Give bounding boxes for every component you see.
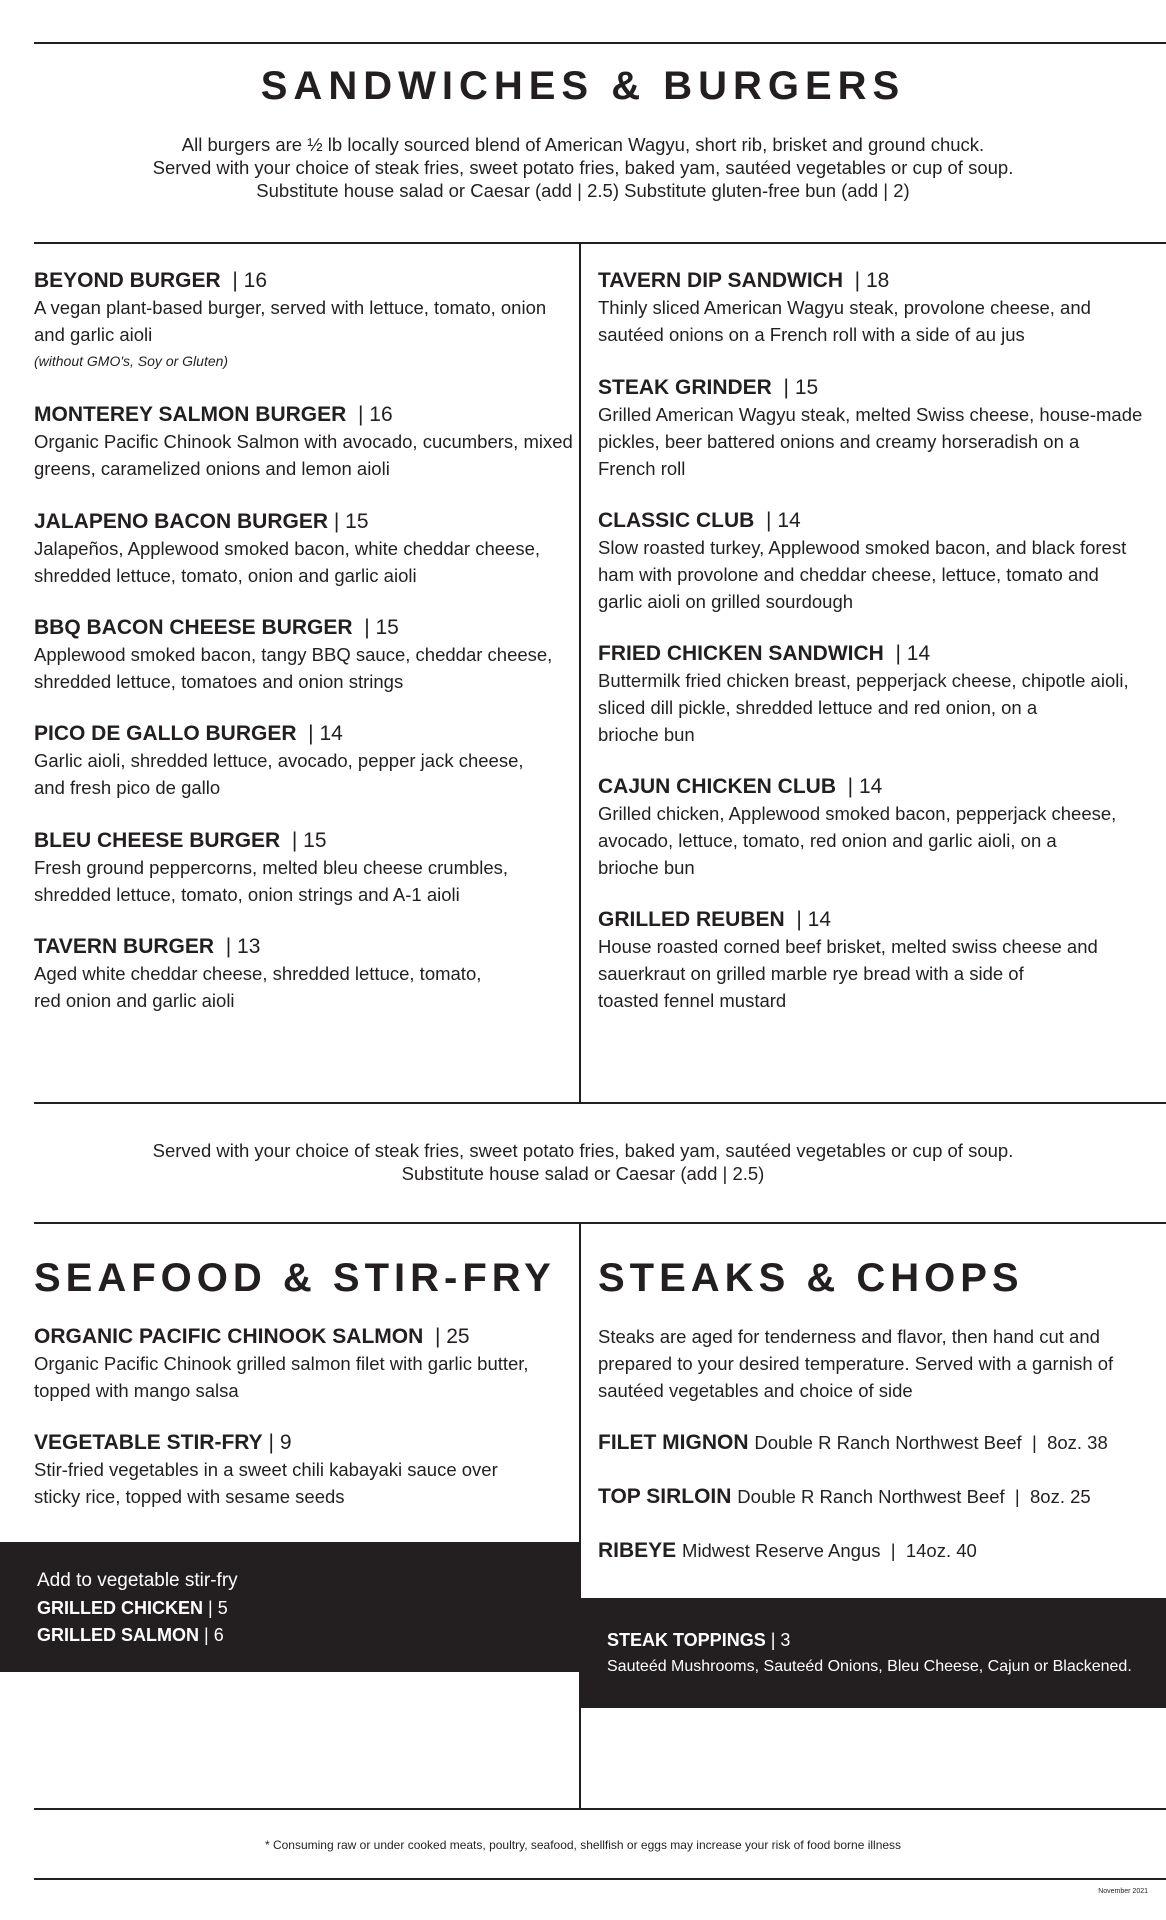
item-desc: greens, caramelized onions and lemon aioli	[34, 458, 390, 479]
item-desc: avocado, lettuce, tomato, red onion and garlic aioli, on a	[598, 830, 1057, 851]
steaks-title: STEAKS & CHOPS	[598, 1256, 1024, 1300]
sandwiches-intro	[0, 133, 1166, 202]
menu-item-top-sirloin: TOP SIRLOIN Double R Ranch Northwest Beef | 8oz. 25	[598, 1485, 1091, 1508]
menu-item-jalapeno-bacon-burger: JALAPENO BACON BURGER | 15 Jalapeños, Applewood smoked bacon, white cheddar cheese, shredded lettuce, tomato, onion and garlic aioli	[34, 508, 540, 589]
item-price: 14	[319, 722, 343, 745]
item-price: 15	[303, 829, 327, 852]
menu-item-classic-club: CLASSIC CLUB | 14 Slow roasted turkey, Applewood smoked bacon, and black forest ham with provolone and cheddar cheese, lettuce, tomato and garlic aioli on grilled sourdough	[598, 507, 1126, 615]
item-desc: Fresh ground peppercorns, melted bleu cheese crumbles,	[34, 857, 509, 878]
item-desc: sauerkraut on grilled marble rye bread with a side of	[598, 963, 1024, 984]
item-desc: brioche bun	[598, 724, 695, 745]
addon-grilled-salmon: GRILLED SALMON | 6	[37, 1625, 224, 1645]
addon-grilled-chicken: GRILLED CHICKEN | 5	[37, 1598, 228, 1618]
sandwich-column-divider	[579, 242, 581, 1102]
served-with-note	[0, 1139, 1166, 1185]
item-price: 18	[865, 269, 890, 292]
menu-item-filet-mignon: FILET MIGNON Double R Ranch Northwest Beef | 8oz. 38	[598, 1431, 1108, 1454]
footer-rule	[34, 1878, 1166, 1880]
item-desc: shredded lettuce, tomatoes and onion strings	[34, 671, 404, 692]
item-name: BBQ BACON CHEESE BURGER	[34, 616, 353, 639]
item-name: BLEU CHEESE BURGER	[34, 829, 281, 852]
menu-item-ribeye: RIBEYE Midwest Reserve Angus | 14oz. 40	[598, 1539, 977, 1562]
item-desc: Midwest Reserve Angus	[682, 1540, 881, 1561]
item-name: TAVERN DIP SANDWICH	[598, 269, 844, 292]
addon-price: 6	[213, 1625, 224, 1645]
item-desc: toasted fennel mustard	[598, 990, 787, 1011]
addon-price: 5	[217, 1598, 228, 1618]
menu-item-pico-de-gallo-burger: PICO DE GALLO BURGER | 14 Garlic aioli, shredded lettuce, avocado, pepper jack cheese, and fresh pico de gallo	[34, 720, 524, 801]
item-desc: shredded lettuce, tomato, onion and garlic aioli	[34, 565, 417, 586]
item-desc: and garlic aioli	[34, 324, 153, 345]
item-desc: Applewood smoked bacon, tangy BBQ sauce, cheddar cheese,	[34, 644, 553, 665]
item-desc: Aged white cheddar cheese, shredded lettuce, tomato,	[34, 963, 482, 984]
menu-item-cajun-chicken-club: CAJUN CHICKEN CLUB | 14 Grilled chicken, Applewood smoked bacon, pepperjack cheese, avocado, lettuce, tomato, red onion and garlic aioli, on a brioche bun	[598, 773, 1116, 881]
intro-line: Substitute house salad or Caesar (add | 2.5) Substitute gluten-free bun (add | 2)	[256, 180, 910, 201]
served-line: Substitute house salad or Caesar (add | 2.5)	[401, 1163, 765, 1184]
item-note: (without GMO's, Soy or Gluten)	[34, 353, 229, 369]
item-name: RIBEYE	[598, 1539, 677, 1562]
toppings-price: 3	[780, 1630, 791, 1650]
sandwiches-title: SANDWICHES & BURGERS	[260, 64, 906, 108]
item-name: STEAK GRINDER	[598, 376, 772, 399]
item-desc: Slow roasted turkey, Applewood smoked bacon, and black forest	[598, 537, 1127, 558]
item-desc: French roll	[598, 458, 686, 479]
item-name: VEGETABLE STIR-FRY	[34, 1431, 263, 1454]
served-line: Served with your choice of steak fries, sweet potato fries, baked yam, sautéed vegetables or cup of soup.	[152, 1140, 1014, 1161]
item-desc: Organic Pacific Chinook Salmon with avocado, cucumbers, mixed	[34, 431, 573, 452]
intro-line: sautéed vegetables and choice of side	[598, 1380, 913, 1401]
toppings-desc: Sauteéd Mushrooms, Sauteéd Onions, Bleu Cheese, Cajun or Blackened.	[607, 1658, 1132, 1675]
item-desc: Grilled American Wagyu steak, melted Swiss cheese, house-made	[598, 404, 1143, 425]
steak-toppings-box	[580, 1598, 1166, 1708]
item-name: TOP SIRLOIN	[598, 1485, 732, 1508]
sandwich-top-rule	[34, 242, 1166, 244]
item-desc: Buttermilk fried chicken breast, pepperjack cheese, chipotle aioli,	[598, 670, 1129, 691]
item-price: 14	[858, 775, 883, 798]
lower-column-divider	[579, 1222, 581, 1810]
menu-item-steak-grinder: STEAK GRINDER | 15 Grilled American Wagyu steak, melted Swiss cheese, house-made pickles, beer battered onions and creamy horseradish on a French roll	[598, 374, 1142, 482]
item-price: 13	[237, 935, 261, 958]
item-desc: ham with provolone and cheddar cheese, lettuce, tomato and	[598, 564, 1099, 585]
item-desc: Double R Ranch Northwest Beef	[737, 1486, 1005, 1507]
menu-item-vegetable-stir-fry: VEGETABLE STIR-FRY | 9 Stir-fried vegetables in a sweet chili kabayaki sauce over sticky rice, topped with sesame seeds	[34, 1429, 498, 1510]
sandwich-bottom-rule	[34, 1102, 1166, 1104]
item-name: CLASSIC CLUB	[598, 509, 755, 532]
item-desc: A vegan plant-based burger, served with lettuce, tomato, onion	[34, 297, 547, 318]
seafood-title: SEAFOOD & STIR-FRY	[34, 1256, 556, 1300]
item-price: 15	[375, 616, 399, 639]
item-desc: Organic Pacific Chinook grilled salmon filet with garlic butter,	[34, 1353, 529, 1374]
item-price: 16	[369, 403, 393, 426]
menu-item-beyond-burger: BEYOND BURGER | 16 A vegan plant-based burger, served with lettuce, tomato, onion and garlic aioli (without GMO's, Soy or Gluten)	[34, 267, 546, 372]
item-desc: red onion and garlic aioli	[34, 990, 235, 1011]
intro-line: Steaks are aged for tenderness and flavor, then hand cut and	[598, 1326, 1100, 1347]
item-desc: garlic aioli on grilled sourdough	[598, 591, 854, 612]
item-desc: brioche bun	[598, 857, 695, 878]
item-name: FILET MIGNON	[598, 1431, 749, 1454]
item-desc: sticky rice, topped with sesame seeds	[34, 1486, 345, 1507]
item-desc: pickles, beer battered onions and creamy horseradish on a	[598, 431, 1080, 452]
lower-bottom-rule	[34, 1808, 1166, 1810]
addon-intro: Add to vegetable stir-fry	[37, 1570, 238, 1591]
item-price: 25	[446, 1325, 470, 1348]
menu-item-fried-chicken-sandwich: FRIED CHICKEN SANDWICH | 14 Buttermilk fried chicken breast, pepperjack cheese, chipotle aioli, sliced dill pickle, shredded lettuce and red onion, on a brioche bun	[598, 640, 1129, 748]
item-name: PICO DE GALLO BURGER	[34, 722, 297, 745]
item-price: 14	[777, 509, 801, 532]
intro-line: All burgers are ½ lb locally sourced blend of American Wagyu, short rib, brisket and ground chuck.	[181, 134, 985, 155]
item-price: 9	[279, 1431, 292, 1454]
item-name: FRIED CHICKEN SANDWICH	[598, 642, 884, 665]
menu-item-tavern-dip-sandwich: TAVERN DIP SANDWICH | 18 Thinly sliced American Wagyu steak, provolone cheese, and sautéed onions on a French roll with a side of au jus	[598, 267, 1091, 348]
item-size-price: 14oz. 40	[905, 1540, 977, 1561]
addon-name: GRILLED CHICKEN	[37, 1598, 203, 1618]
top-rule	[34, 42, 1166, 44]
item-name: MONTEREY SALMON BURGER	[34, 403, 347, 426]
menu-item-bbq-bacon-cheese-burger: BBQ BACON CHEESE BURGER | 15 Applewood smoked bacon, tangy BBQ sauce, cheddar cheese, shredded lettuce, tomatoes and onion strings	[34, 614, 552, 695]
item-name: CAJUN CHICKEN CLUB	[598, 775, 837, 798]
menu-date: November 2021	[1098, 1888, 1148, 1895]
item-desc: sautéed onions on a French roll with a side of au jus	[598, 324, 1025, 345]
item-size-price: 8oz. 25	[1030, 1486, 1091, 1507]
intro-line: Served with your choice of steak fries, sweet potato fries, baked yam, sautéed vegetables or cup of soup.	[152, 157, 1014, 178]
menu-item-grilled-reuben: GRILLED REUBEN | 14 House roasted corned beef brisket, melted swiss cheese and sauerkraut on grilled marble rye bread with a side of toasted fennel mustard	[598, 906, 1098, 1014]
menu-item-chinook-salmon: ORGANIC PACIFIC CHINOOK SALMON | 25 Organic Pacific Chinook grilled salmon filet with garlic butter, topped with mango salsa	[34, 1323, 529, 1404]
toppings-name: STEAK TOPPINGS	[607, 1630, 766, 1650]
intro-line: prepared to your desired temperature. Served with a garnish of	[598, 1353, 1114, 1374]
item-price: 15	[794, 376, 819, 399]
item-price: 16	[243, 269, 268, 292]
item-desc: Thinly sliced American Wagyu steak, provolone cheese, and	[598, 297, 1091, 318]
food-safety-footnote: * Consuming raw or under cooked meats, poultry, seafood, shellfish or eggs may increase your risk of food borne illness	[264, 1838, 902, 1852]
lower-top-rule	[34, 1222, 1166, 1224]
item-desc: sliced dill pickle, shredded lettuce and red onion, on a	[598, 697, 1038, 718]
item-name: JALAPENO BACON BURGER	[34, 510, 329, 533]
menu-item-bleu-cheese-burger: BLEU CHEESE BURGER | 15 Fresh ground peppercorns, melted bleu cheese crumbles, shredded lettuce, tomato, onion strings and A-1 aioli	[34, 827, 508, 908]
item-desc: shredded lettuce, tomato, onion strings and A-1 aioli	[34, 884, 460, 905]
item-name: TAVERN BURGER	[34, 935, 215, 958]
item-desc: Jalapeños, Applewood smoked bacon, white cheddar cheese,	[34, 538, 541, 559]
item-desc: Double R Ranch Northwest Beef	[754, 1432, 1022, 1453]
item-price: 15	[345, 510, 369, 533]
item-desc: Grilled chicken, Applewood smoked bacon, pepperjack cheese,	[598, 803, 1117, 824]
addon-name: GRILLED SALMON	[37, 1625, 199, 1645]
menu-item-tavern-burger: TAVERN BURGER | 13 Aged white cheddar cheese, shredded lettuce, tomato, red onion and garlic aioli	[34, 933, 481, 1014]
item-desc: House roasted corned beef brisket, melted swiss cheese and	[598, 936, 1098, 957]
item-desc: and fresh pico de gallo	[34, 777, 221, 798]
item-name: ORGANIC PACIFIC CHINOOK SALMON	[34, 1325, 424, 1348]
item-desc: topped with mango salsa	[34, 1380, 239, 1401]
menu-item-monterey-salmon-burger: MONTEREY SALMON BURGER | 16 Organic Pacific Chinook Salmon with avocado, cucumbers, mixed greens, caramelized onions and lemon aioli	[34, 401, 573, 482]
toppings-heading: STEAK TOPPINGS | 3	[607, 1630, 791, 1650]
stir-fry-addons-box	[0, 1542, 580, 1672]
item-name: GRILLED REUBEN	[598, 908, 785, 931]
item-price: 14	[906, 642, 931, 665]
item-desc: Garlic aioli, shredded lettuce, avocado, pepper jack cheese,	[34, 750, 524, 771]
steaks-intro	[598, 1323, 1113, 1404]
item-size-price: 8oz. 38	[1047, 1432, 1108, 1453]
item-desc: Stir-fried vegetables in a sweet chili kabayaki sauce over	[34, 1459, 498, 1480]
item-price: 14	[807, 908, 832, 931]
item-name: BEYOND BURGER	[34, 269, 221, 292]
